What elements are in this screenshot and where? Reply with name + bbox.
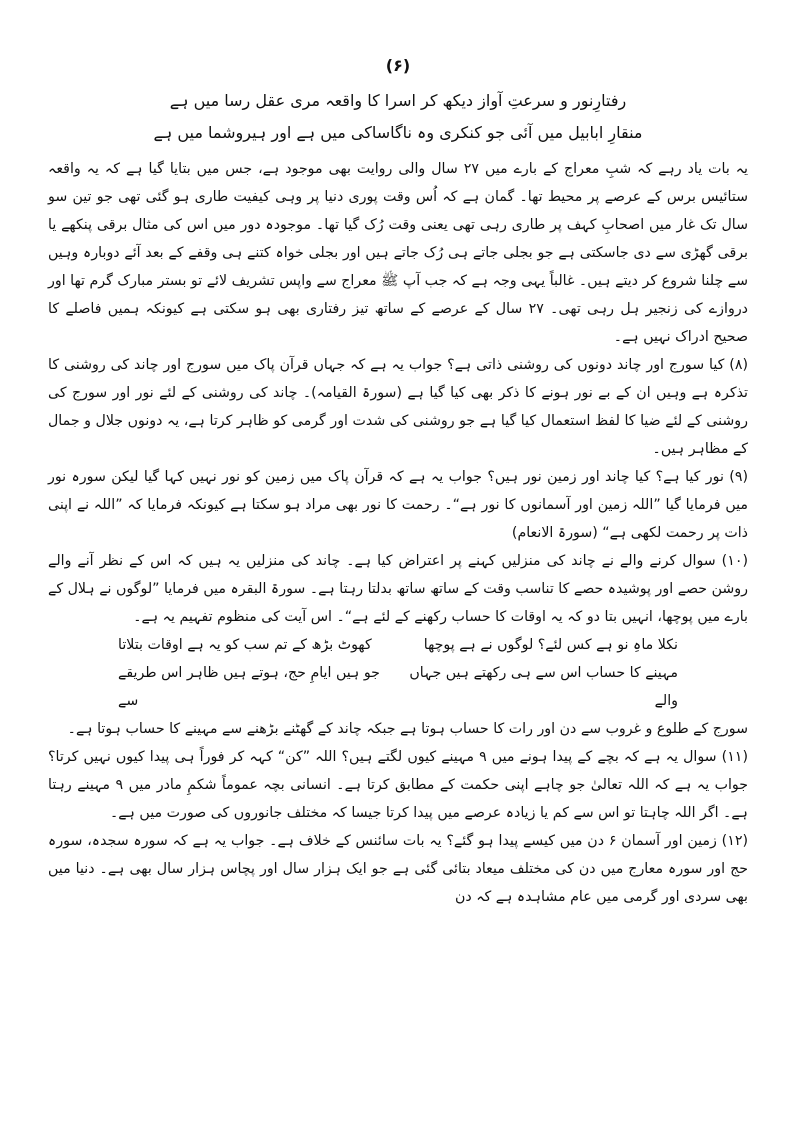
page-number: (۶) — [385, 56, 411, 75]
poem-block — [118, 631, 678, 715]
verse-line: رفتارِنور و سرعتِ آواز دیکھ کر اسرا کا واقعہ مری عقل رسا میں ہے — [169, 91, 627, 110]
poem-couplet — [118, 631, 678, 659]
opening-verse — [48, 85, 748, 149]
poem-hemistich: نکلا ماہِ نو ہے کس لئے؟ لوگوں نے ہے پوچھا — [423, 637, 678, 653]
paragraph-sun-moon: سورج کے طلوع و غروب سے دن اور رات کا حساب ہوتا ہے جبکہ چاند کے گھٹنے بڑھنے سے مہینے کا حساب ہوتا ہے۔ — [67, 721, 748, 737]
paragraph-miraj: یہ بات یاد رہے کہ شبِ معراج کے بارے میں ۲۷ سال والی روایت بھی موجود ہے، جس میں بتایا گیا ہے کہ یہ واقعہ ستائیس برس کے عرصے پر محیط تھا۔ گمان ہے کہ اُس وقت پوری دنیا پر وہی کیفیت طاری ہو گئی تھی جو تین سو سال تک غار میں اصحابِ کہف پر طاری رہی تھی یعنی وقت رُک گیا تھا۔ موجودہ دور میں اس کی مثال برقی پنکھے یا برقی گھڑی سے دی جاسکتی ہے جو بجلی جاتے ہی رُک جاتے ہیں اور بجلی خواہ کتنے ہی وقفے کے بعد آئے دوبارہ وہیں سے چلنا شروع کر دیتے ہیں۔ غالباً یہی وجہ ہے کہ جب آپ ﷺ معراج سے واپس تشریف لائے تو بستر مبارک گرم تھا اور دروازے کی زنجیر ہل رہی تھی۔ ۲۷ سال کے عرصے کے ساتھ تیز رفتاری بھی ہو سکتی ہے کیونکہ ہمیں فاصلے کا صحیح ادراک نہیں ہے۔ — [48, 161, 748, 345]
poem-hemistich: مہینے کا حساب اس سے ہی رکھتے ہیں جہاں والے — [409, 665, 678, 709]
paragraph-11: (۱۱) سوال یہ ہے کہ بچے کے پیدا ہونے میں ۹ مہینے کیوں لگتے ہیں؟ اللہ ”کن“ کہہ کر فوراً ہی پیدا کیوں نہیں کرتا؟ جواب یہ ہے کہ اللہ تعالیٰ جو چاہے اپنی حکمت کے مطابق کرتا ہے۔ انسانی بچہ عموماً شکمِ مادر میں ۹ مہینے رہتا ہے۔ اگر اللہ چاہتا تو اس سے کم یا زیادہ عرصے میں پیدا کرتا جیسا کہ مختلف جانوروں کی صورت میں ہے۔ — [48, 749, 749, 821]
poem-hemistich: کھوٹ بڑھ کے تم سب کو یہ ہے اوقات بتلاتا — [118, 637, 372, 653]
poem-couplet — [118, 659, 678, 715]
poem-hemistich: جو ہیں ایامِ حج، ہوتے ہیں ظاہر اس طریقے سے — [118, 665, 380, 709]
verse-line: منقارِ ابابیل میں آئی جو کنکری وہ ناگاساکی میں ہے اور ہیروشما میں ہے — [153, 123, 643, 142]
paragraph-12: (۱۲) زمین اور آسمان ۶ دن میں کیسے پیدا ہو گئے؟ یہ بات سائنس کے خلاف ہے۔ جواب یہ ہے کہ سورہ سجدہ، سورہ حج اور سورہ معارج میں دن کی مختلف میعاد بتائی گئی ہے جو ایک ہزار سال اور پچاس ہزار سال بھی ہے۔ دنیا میں بھی سردی اور گرمی میں عام مشاہدہ ہے کہ دن — [48, 833, 748, 905]
document-page — [48, 56, 748, 911]
paragraph-10: (۱۰) سوال کرنے والے نے چاند کی منزلیں کہنے پر اعتراض کیا ہے۔ چاند کی منزلیں یہ ہیں کہ اس کے نظر آنے والے روشن حصے اور پوشیدہ حصے کا تناسب وقت کے ساتھ ساتھ بدلتا رہتا ہے۔ سورۃ البقرہ میں فرمایا ”لوگوں نے ہلال کے بارے میں پوچھا، انہیں بتا دو کہ یہ اوقات کا حساب رکھنے کے لئے ہے“۔ اس آیت کی منظوم تفہیم یہ ہے۔ — [48, 553, 748, 625]
paragraph-9: (۹) نور کیا ہے؟ کیا چاند اور زمین نور ہیں؟ جواب یہ ہے کہ قرآن پاک میں زمین کو نور نہیں کہا گیا لیکن سورہ نور میں فرمایا گیا ”اللہ زمین اور آسمانوں کا نور ہے“۔ رحمت کا نور بھی مراد ہو سکتا ہے کیونکہ فرمایا کہ ”اللہ نے اپنی ذات پر رحمت لکھی ہے“ (سورۃ الانعام) — [48, 469, 748, 541]
paragraph-8: (۸) کیا سورج اور چاند دونوں کی روشنی ذاتی ہے؟ جواب یہ ہے کہ جہاں قرآن پاک میں سورج اور چاند کی روشنی کا تذکرہ ہے وہیں ان کے بے نور ہونے کا ذکر بھی کیا گیا ہے (سورۃ القیامہ)۔ چاند کی روشنی کے لئے نور اور سورج کی روشنی کے لئے ضیا کا لفظ استعمال کیا گیا ہے جو روشنی کی شدت اور گرمی کو ظاہر کرتا ہے، یہ دونوں جلال و جمال کے مظاہر ہیں۔ — [48, 357, 748, 457]
